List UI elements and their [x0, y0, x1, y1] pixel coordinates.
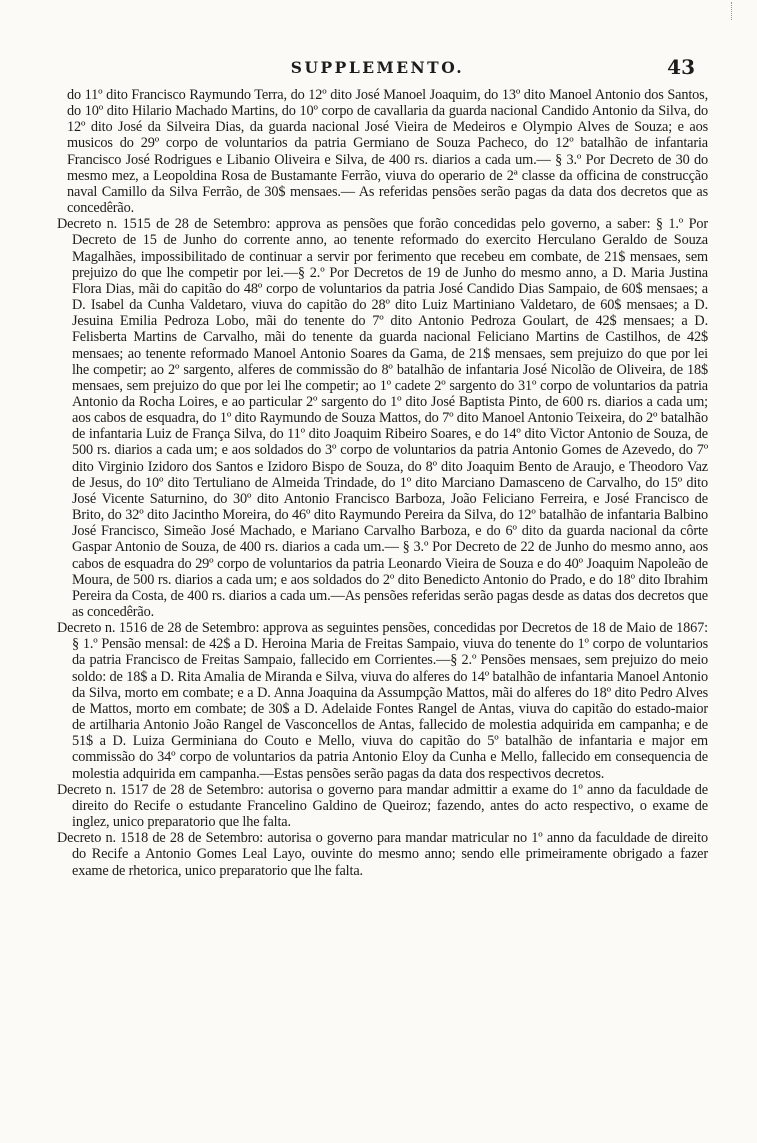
decree-1515-paragraph: Decreto n. 1515 de 28 de Setembro: approva as pensões que forão concedidas pelo governo, a saber: § 1.º Por Decreto de 15 de Junho do corrente anno, ao tenente reformado do exercito Herculano Geraldo de Souza Magalhães, impossibilitado de continuar a servir por ferimento que recebeu em combate, de 21$ mensaes, sem prejuizo do que lhe competir por lei.—§ 2.º Por Decretos de 19 de Junho do mesmo anno, a D. Maria Justina Flora Dias, mãi do capitão do 48º corpo de voluntarios da patria José Candido Dias Sampaio, de 60$ mensaes; a D. Isabel da Cunha Valdetaro, viuva do capitão do 28º dito Luiz Martiniano Valdetaro, de 60$ mensaes; a D. Jesuina Emilia Pedroza Lobo, mãi do tenente do 7º dito Antonio Pedroza Goulart, de 42$ mensaes; a D. Felisberta Martins de Carvalho, mãi do tenente da guarda nacional Feliciano Martins de Castilhos, de 42$ mensaes; ao tenente reformado Manoel Antonio Soares da Gama, de 21$ mensaes, sem prejuizo do que por lei lhe competir; ao 2º sargento, alferes de commissão do 8º batalhão de infantaria José Nicolão de Oliveira, de 18$ mensaes, sem prejuizo do que por lei lhe competir; ao 1º cadete 2º sargento do 31º corpo de voluntarios da patria Antonio da Rocha Loires, e ao particular 2º sargento do 1º dito José Baptista Pinto, de 600 rs. diarios a cada um; aos cabos de esquadra, do 1º dito Raymundo de Souza Mattos, do 7º dito Manoel Antonio Teixeira, do 2º batalhão de infantaria Luiz de França Silva, do 11º dito Joaquim Ribeiro Soares, e do 14º dito Victor Antonio de Souza, de 500 rs. diarios a cada um; e aos soldados do 3º corpo de voluntarios da patria Antonio Gomes de Azevedo, do 7º dito Virginio Izidoro dos Santos e Izidoro Bispo de Souza, do 8º dito Joaquim Bento de Araujo, e Theodoro Vaz de Jesus, do 10º dito Tertuliano de Almeida Trindade, do 1º dito Marciano Damasceno de Carvalho, do 15º dito José Vicente Saturnino, do 30º dito Antonio Francisco Barboza, João Feliciano Ferreira, e José Francisco de Brito, do 32º dito Jacintho Moreira, do 46º dito Raymundo Pereira da Silva, do 12º batalhão de infantaria Balbino José Francisco, Simeão José Machado, e Mariano Carvalho Barboza, e do 6º dito da guarda nacional da côrte Gaspar Antonio de Souza, de 400 rs. diarios a cada um.— § 3.º Por Decreto de 22 de Junho do mesmo anno, aos cabos de esquadra do 29º corpo de voluntarios da patria Leonardo Vieira de Souza e do 40º Joaquim Napoleão de Moura, de 500 rs. diarios a cada um; e aos soldados do 2º dito Benedicto Antonio do Prado, e do 18º dito Ibrahim Pereira da Costa, de 400 rs. diarios a cada um.—As pensões referidas serão pagas desde as datas dos decretos que as concedêrão.: [57, 216, 708, 620]
running-title: SUPPLEMENTO.: [290, 58, 465, 77]
margin-mark: [731, 2, 735, 20]
decree-1516-paragraph: Decreto n. 1516 de 28 de Setembro: approva as seguintes pensões, concedidas por Decretos de 18 de Maio de 1867: § 1.º Pensão mensal: de 42$ a D. Heroina Maria de Freitas Sampaio, viuva do tenente do 1º corpo de voluntarios da patria Francisco de Freitas Sampaio, fallecido em Corrientes.—§ 2.º Pensões mensaes, sem prejuizo do meio soldo: de 18$ a D. Rita Amalia de Miranda e Silva, viuva do alferes do 14º batalhão de infantaria Manoel Antonio da Silva, morto em combate; e a D. Anna Joaquina da Assumpção Mattos, mãi do alferes do 18º dito Pedro Alves de Mattos, morto em combate; de 30$ a D. Adelaide Fontes Rangel de Antas, viuva do capitão do estado-maior de artilharia Antonio João Rangel de Vasconcellos de Antas, fallecido de molestia adquirida em campanha; e de 51$ a D. Luiza Germiniana do Couto e Mello, viuva do capitão do 5º batalhão de infantaria e major em commissão do 34º corpo de voluntarios da patria Antonio Eloy da Cunha e Mello, fallecido em consequencia de molestia adquirida em campanha.—Estas pensões serão pagas da data dos respectivos decretos.: [57, 620, 708, 782]
body-text: [57, 87, 708, 879]
page-header: [60, 55, 695, 82]
decree-1517-paragraph: Decreto n. 1517 de 28 de Setembro: autorisa o governo para mandar admittir a exame do 1º anno da faculdade de direito do Recife o estudante Francelino Galdino de Queiroz; fazendo, antes do acto respectivo, o exame de inglez, unico preparatorio que lhe falta.: [57, 781, 708, 831]
page-number: 43: [667, 55, 695, 79]
continuation-paragraph: do 11º dito Francisco Raymundo Terra, do 12º dito José Manoel Joaquim, do 13º dito Manoel Antonio dos Santos, do 10º dito Hilario Machado Martins, do 10º corpo de cavallaria da guarda nacional Candido Antonio da Silva, do 12º dito José da Silveira Dias, da guarda nacional José Vieira de Medeiros e Olympio Alves de Souza; e aos musicos do 29º corpo de voluntarios da patria Germiano de Souza Pacheco, do 12º batalhão de infantaria Francisco José Rodrigues e Libanio Oliveira e Silva, de 400 rs. diarios a cada um.— § 3.º Por Decreto de 30 do mesmo mez, a Leopoldina Rosa de Bustamante Ferrão, viuva do operario de 2ª classe da officina de construcção naval Camillo da Silva Ferrão, de 30$ mensaes.— As referidas pensões serão pagas da data dos decretos que as concedêrão.: [67, 87, 708, 217]
decree-1518-paragraph: Decreto n. 1518 de 28 de Setembro: autorisa o governo para mandar matricular no 1º anno da faculdade de direito do Recife a Antonio Gomes Leal Layo, ouvinte do mesmo anno; sendo elle primeiramente obrigado a fazer exame de rhetorica, unico preparatorio que lhe falta.: [57, 830, 708, 879]
